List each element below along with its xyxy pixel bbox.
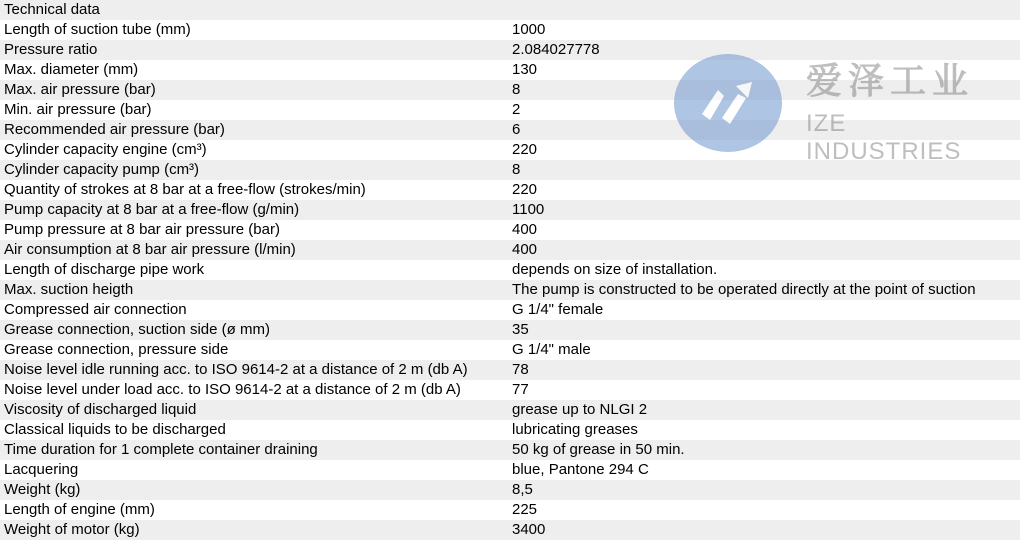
row-label: Compressed air connection [4, 301, 187, 318]
row-label: Weight (kg) [4, 481, 81, 498]
row-value: 77 [512, 381, 529, 398]
row-value: 1100 [512, 201, 545, 218]
row-label: Air consumption at 8 bar air pressure (l/min) [4, 241, 296, 258]
row-value: lubricating greases [512, 421, 638, 438]
table-row [0, 140, 1020, 160]
row-value: 8,5 [512, 481, 533, 498]
table-row [0, 80, 1020, 100]
row-value: 130 [512, 61, 538, 78]
table-row [0, 100, 1020, 120]
row-label: Length of discharge pipe work [4, 261, 205, 278]
row-label: Classical liquids to be discharged [4, 421, 226, 438]
row-label: Length of suction tube (mm) [4, 21, 191, 38]
table-title: Technical data [4, 1, 100, 18]
row-value: 225 [512, 501, 538, 518]
watermark-english-text: IZE INDUSTRIES [806, 110, 962, 165]
table-row [0, 200, 1020, 220]
table-row [0, 440, 1020, 460]
row-value: 400 [512, 221, 538, 238]
row-value: 3400 [512, 521, 546, 538]
row-value: blue, Pantone 294 C [512, 461, 649, 478]
table-row [0, 220, 1020, 240]
row-label: Cylinder capacity pump (cm³) [4, 161, 200, 178]
row-label: Pump pressure at 8 bar air pressure (bar) [4, 221, 280, 238]
row-label: Cylinder capacity engine (cm³) [4, 141, 207, 158]
row-label: Min. air pressure (bar) [4, 101, 152, 118]
table-row [0, 380, 1020, 400]
row-value: grease up to NLGI 2 [512, 401, 648, 418]
table-row [0, 360, 1020, 380]
table-row [0, 260, 1020, 280]
table-row [0, 340, 1020, 360]
row-value: 8 [512, 161, 521, 178]
row-value: depends on size of installation. [512, 261, 718, 278]
table-row [0, 300, 1020, 320]
row-value: 78 [512, 361, 529, 378]
row-label: Pump capacity at 8 bar at a free-flow (g/min) [4, 201, 300, 218]
table-row [0, 320, 1020, 340]
row-value: 2.084027778 [512, 41, 600, 58]
table-row [0, 60, 1020, 80]
row-label: Recommended air pressure (bar) [4, 121, 225, 138]
table-row [0, 240, 1020, 260]
table-row [0, 120, 1020, 140]
row-label: Max. air pressure (bar) [4, 81, 156, 98]
row-label: Grease connection, pressure side [4, 341, 229, 358]
table-row [0, 400, 1020, 420]
table-row [0, 500, 1020, 520]
row-label: Weight of motor (kg) [4, 521, 140, 538]
row-label: Time duration for 1 complete container draining [4, 441, 318, 458]
row-label: Pressure ratio [4, 41, 98, 58]
row-label: Viscosity of discharged liquid [4, 401, 197, 418]
row-value: 400 [512, 241, 538, 258]
table-row [0, 20, 1020, 40]
row-label: Quantity of strokes at 8 bar at a free-flow (strokes/min) [4, 181, 366, 198]
row-value: 6 [512, 121, 521, 138]
row-value: G 1/4" male [512, 341, 591, 358]
table-row [0, 180, 1020, 200]
table-row [0, 420, 1020, 440]
table-body [0, 20, 1020, 540]
row-label: Max. diameter (mm) [4, 61, 139, 78]
row-value: 1000 [512, 21, 546, 38]
row-label: Max. suction heigth [4, 281, 134, 298]
table-row [0, 40, 1020, 60]
watermark-chinese-text: 爱泽工业 [806, 61, 975, 102]
table-row [0, 160, 1020, 180]
row-label: Noise level under load acc. to ISO 9614-2 at a distance of 2 m (db A) [4, 381, 461, 398]
table-row [0, 280, 1020, 300]
row-label: Noise level idle running acc. to ISO 9614-2 at a distance of 2 m (db A) [4, 361, 468, 378]
row-value: 220 [512, 141, 538, 158]
row-label: Lacquering [4, 461, 79, 478]
row-value: G 1/4" female [512, 301, 604, 318]
table-title-row [0, 0, 1020, 20]
row-value: 8 [512, 81, 521, 98]
row-value: 2 [512, 101, 521, 118]
row-value: 50 kg of grease in 50 min. [512, 441, 685, 458]
row-label: Length of engine (mm) [4, 501, 155, 518]
row-value: The pump is constructed to be operated directly at the point of suction [512, 281, 976, 298]
row-label: Grease connection, suction side (ø mm) [4, 321, 270, 338]
row-value: 220 [512, 181, 538, 198]
table-row [0, 480, 1020, 500]
table-row [0, 520, 1020, 540]
table-row [0, 460, 1020, 480]
row-value: 35 [512, 321, 529, 338]
